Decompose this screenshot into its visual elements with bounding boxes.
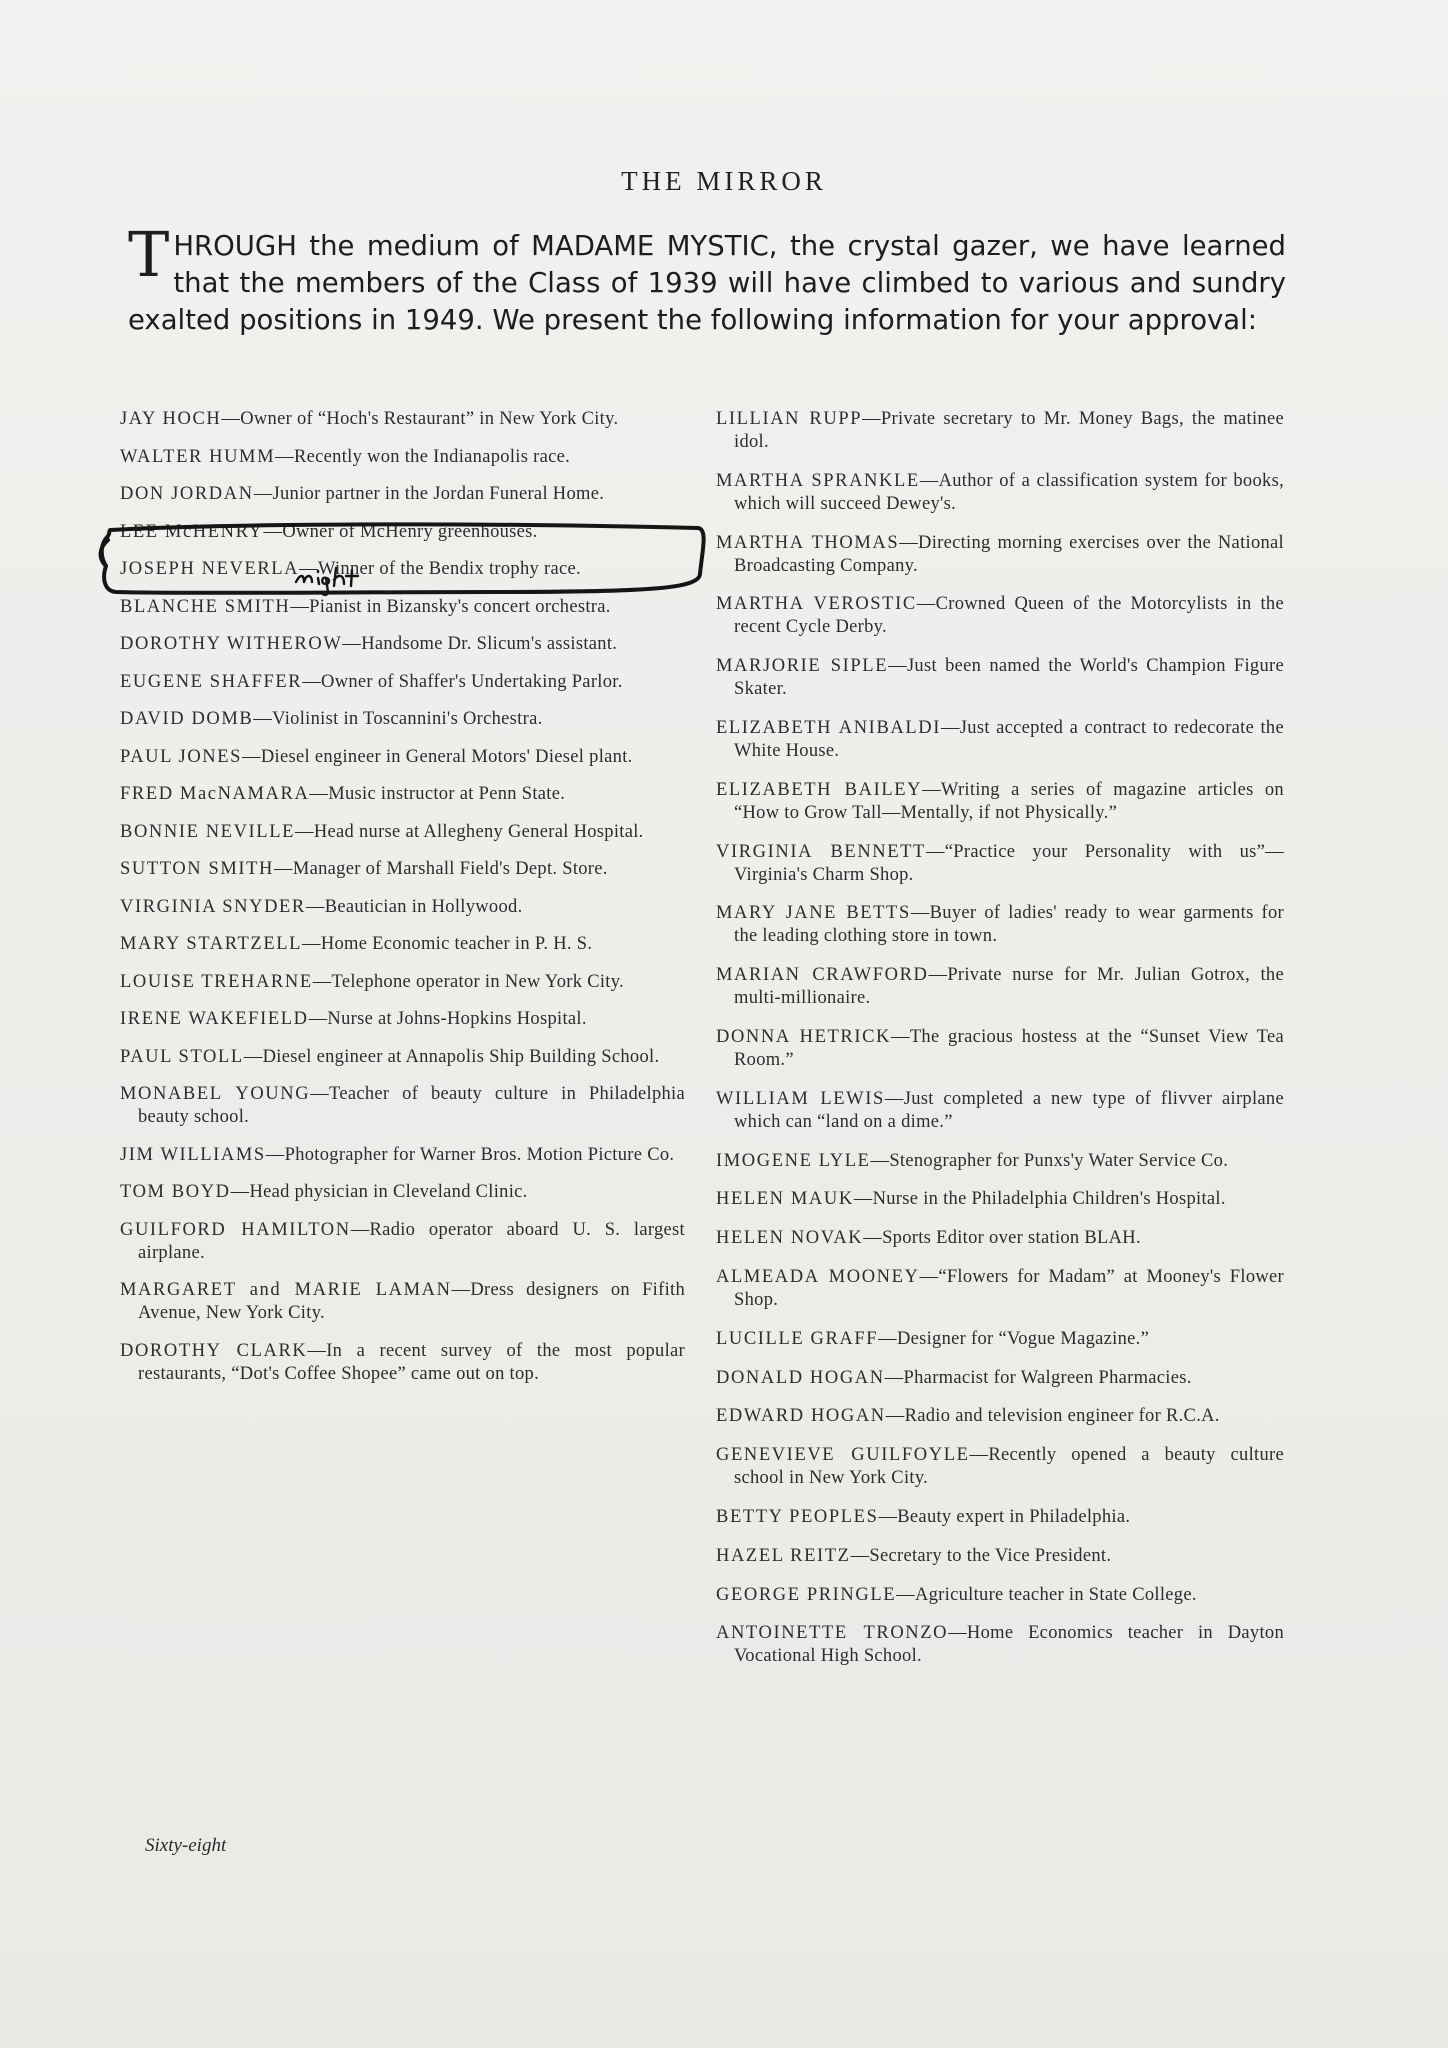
intro-text: HROUGH the medium of MADAME MYSTIC, the crystal gazer, we have learned that the members of the Class of 1939 will have climbed to various and sundry exalted positions in 1949. We present the following information for your approval:: [128, 230, 1286, 336]
entry-dash: —: [922, 779, 941, 800]
entry-name: LEE McHENRY: [120, 521, 264, 542]
entry-name: IMOGENE LYLE: [716, 1150, 871, 1171]
entry-dash: —: [919, 470, 939, 491]
entry-text: Head physician in Cleveland Clinic.: [249, 1182, 528, 1202]
entry-dash: —: [919, 1266, 939, 1287]
entry-name: MARTHA VEROSTIC: [716, 594, 917, 615]
entry: [120, 821, 685, 844]
entry: [120, 1219, 685, 1265]
entry: [716, 1405, 1284, 1428]
entry-text: Photographer for Warner Bros. Motion Picture Co.: [284, 1144, 675, 1165]
entry: [716, 655, 1284, 701]
entry-name: EDWARD HOGAN: [716, 1406, 886, 1427]
entry-text: Home Economics teacher in Dayton Vocational High School.: [734, 1623, 1284, 1667]
entry: [716, 1328, 1284, 1351]
entry-name: MARTHA SPRANKLE: [716, 470, 920, 491]
entry-dash: —: [850, 1545, 870, 1566]
entry-name: GEORGE PRINGLE: [716, 1584, 897, 1605]
entry: [120, 1008, 685, 1031]
entry: [120, 446, 685, 469]
entry-name: FRED MacNAMARA: [120, 784, 310, 804]
entry-text: Stenographer for Punxs'y Water Service Co.: [889, 1150, 1229, 1171]
entry-name: LUCILLE GRAFF: [716, 1328, 879, 1349]
entry-dash: —: [899, 532, 919, 553]
entry-dash: —: [350, 1219, 370, 1240]
entry-dash: —: [253, 484, 273, 504]
entry-text: “Flowers for Madam” at Mooney's Flower Shop.: [734, 1266, 1284, 1310]
entry-text: Violinist in Toscannini's Orchestra.: [272, 709, 543, 729]
entry-text: Owner of “Hoch's Restaurant” in New York City.: [240, 409, 619, 429]
entry: [120, 633, 685, 656]
entry-dash: —: [940, 717, 960, 738]
entry-name: ANTOINETTE TRONZO: [716, 1623, 949, 1644]
entry: [120, 1279, 685, 1325]
entry: [716, 1622, 1284, 1668]
entry-dash: —: [896, 1584, 915, 1605]
entry-dash: —: [891, 1026, 910, 1047]
entry-name: JAY HOCH: [120, 409, 222, 429]
entry: [716, 532, 1284, 578]
entry-name: DON JORDAN: [120, 484, 254, 504]
entry-text: Dress designers on Fifith Avenue, New York City.: [138, 1280, 685, 1323]
entry-text: Just accepted a contract to redecorate the White House.: [734, 717, 1284, 761]
entry-dash: —: [916, 594, 936, 615]
entry-name: BETTY PEOPLES: [716, 1506, 879, 1527]
entry-dash: —: [253, 709, 273, 729]
entry-dash: —: [274, 859, 293, 879]
entry-dash: —: [885, 1406, 905, 1427]
entry-dash: —: [242, 746, 261, 767]
entry-dash: —: [305, 896, 325, 917]
entry: [716, 1026, 1284, 1072]
entry-text: Pharmacist for Walgreen Pharmacies.: [903, 1367, 1192, 1388]
entry: [716, 470, 1284, 516]
entry-dash: —: [884, 1367, 904, 1388]
entry-dash: —: [853, 1189, 873, 1210]
entry-name: ELIZABETH BAILEY: [716, 779, 923, 800]
entry-dash: —: [307, 1340, 327, 1361]
entry-text: Diesel engineer in General Motors' Diesel plant.: [260, 746, 633, 767]
entry-text: Radio operator aboard U. S. largest airplane.: [138, 1219, 685, 1263]
entry: [716, 1584, 1284, 1607]
entry-text: The gracious hostess at the “Sunset View Tea Room.”: [734, 1026, 1284, 1070]
entry: [716, 1506, 1284, 1529]
intro-paragraph: [128, 218, 1286, 339]
entry-name: WALTER HUMM: [120, 446, 276, 467]
entry-dash: —: [969, 1445, 989, 1466]
entry: [120, 1046, 685, 1069]
entry-dash: —: [309, 784, 329, 804]
entry-name: PAUL JONES: [120, 746, 243, 767]
entry-text: Winner of the Bendix trophy race.: [317, 559, 581, 579]
entry-text: Writing a series of magazine articles on “How to Grow Tall—Mentally, if not Physically.”: [734, 779, 1284, 823]
entry: [120, 1083, 685, 1129]
entry-text: Pianist in Bizansky's concert orchestra.: [309, 596, 611, 617]
entry-dash: —: [312, 971, 332, 992]
entry-text: Head nurse at Allegheny General Hospital.: [313, 821, 644, 842]
entry: [120, 1340, 685, 1386]
entry-dash: —: [221, 409, 241, 429]
entry: [716, 717, 1284, 763]
entry-dash: —: [884, 1088, 904, 1109]
entry: [120, 483, 685, 506]
entry-name: IRENE WAKEFIELD: [120, 1009, 309, 1029]
entry-name: MONABEL YOUNG: [120, 1084, 311, 1104]
entry-name: HELEN MAUK: [716, 1189, 854, 1210]
entry-name: BONNIE NEVILLE: [120, 821, 295, 842]
entry: [716, 1367, 1284, 1390]
entry-name: SUTTON SMITH: [120, 859, 275, 879]
entry-dash: —: [342, 634, 362, 654]
entry: [716, 1444, 1284, 1490]
entry-name: PAUL STOLL: [120, 1046, 244, 1067]
entry-text: Crowned Queen of the Motorcylists in the recent Cycle Derby.: [734, 594, 1284, 638]
entry: [120, 521, 685, 544]
entry: [716, 841, 1284, 887]
entry-text: Secretary to the Vice President.: [869, 1545, 1112, 1566]
entry: [716, 964, 1284, 1010]
entry-dash: —: [302, 671, 322, 692]
entry-name: LOUISE TREHARNE: [120, 971, 313, 992]
entry-text: “Practice your Personality with us”—Virginia's Charm Shop.: [734, 841, 1284, 885]
intro-dropcap: T: [128, 218, 170, 291]
entry-name: JIM WILLIAMS: [120, 1144, 266, 1165]
entry-dash: —: [295, 821, 314, 842]
entry-dash: —: [299, 559, 318, 579]
entry-name: LILLIAN RUPP: [716, 409, 863, 429]
entry-text: Junior partner in the Jordan Funeral Home.: [272, 484, 605, 504]
entry-text: Nurse in the Philadelphia Children's Hospital.: [872, 1189, 1226, 1210]
entry-dash: —: [910, 903, 930, 924]
entry: [120, 408, 685, 431]
page-title: THE MIRROR: [621, 166, 827, 196]
entry-text: Directing morning exercises over the National Broadcasting Company.: [734, 532, 1284, 576]
entry: [120, 596, 685, 619]
entry: [716, 1088, 1284, 1134]
entry: [120, 708, 685, 731]
entry-text: Telephone operator in New York City.: [331, 971, 624, 992]
entry-text: Nurse at Johns-Hopkins Hospital.: [327, 1009, 587, 1029]
entry-name: HELEN NOVAK: [716, 1228, 864, 1249]
entry: [120, 1181, 685, 1204]
entry-dash: —: [265, 1144, 285, 1165]
entry-name: JOSEPH NEVERLA: [120, 559, 300, 579]
entry-text: Manager of Marshall Field's Dept. Store.: [292, 859, 608, 879]
entry-dash: —: [878, 1328, 897, 1349]
entry-dash: —: [275, 446, 294, 467]
entry-name: MARTHA THOMAS: [716, 532, 900, 553]
entry-text: Buyer of ladies' ready to wear garments for the leading clothing store in town.: [734, 903, 1284, 947]
entry-dash: —: [888, 656, 907, 677]
entry-text: Home Economic teacher in P. H. S.: [320, 934, 593, 954]
entry-name: ALMEADA MOONEY: [716, 1266, 920, 1287]
entry-text: Handsome Dr. Slicum's assistant.: [361, 634, 618, 654]
entry-text: Just completed a new type of flivver airplane which can “land on a dime.”: [734, 1088, 1284, 1132]
entry-name: MARY JANE BETTS: [716, 903, 911, 924]
entry-name: WILLIAM LEWIS: [716, 1088, 885, 1109]
entry-name: VIRGINIA BENNETT: [716, 841, 926, 862]
entry: [120, 971, 685, 994]
right-column: [716, 408, 1284, 1684]
entry: [120, 896, 685, 919]
entry-name: DOROTHY CLARK: [120, 1340, 308, 1361]
entry-dash: —: [878, 1506, 898, 1527]
entry-text: Private secretary to Mr. Money Bags, the matinee idol.: [734, 409, 1285, 452]
entry: [716, 1188, 1284, 1211]
entry: [716, 779, 1284, 825]
entry-dash: —: [302, 934, 321, 954]
entry-name: ELIZABETH ANIBALDI: [716, 717, 941, 738]
entry-name: HAZEL REITZ: [716, 1545, 851, 1566]
entry: [716, 1227, 1284, 1250]
entry-text: Diesel engineer at Annapolis Ship Building School.: [262, 1046, 660, 1067]
entry-text: Music instructor at Penn State.: [328, 784, 566, 804]
entry-dash: —: [928, 965, 948, 986]
left-column: [120, 408, 685, 1400]
entry-dash: —: [310, 1084, 330, 1104]
entry-name: MARJORIE SIPLE: [716, 656, 889, 677]
entry-text: Designer for “Vogue Magazine.”: [896, 1328, 1150, 1349]
entry-name: DONNA HETRICK: [716, 1026, 892, 1047]
entry-text: Teacher of beauty culture in Philadelphia beauty school.: [138, 1084, 685, 1127]
entry-name: VIRGINIA SNYDER: [120, 896, 306, 917]
entry: [120, 858, 685, 881]
entry: [716, 1150, 1284, 1173]
entry-text: Author of a classification system for books, which will succeed Dewey's.: [734, 470, 1285, 514]
entry-text: Owner of McHenry greenhouses.: [282, 521, 538, 542]
entry: [716, 1266, 1284, 1312]
entry-name: BLANCHE SMITH: [120, 596, 291, 617]
entry-text: Radio and television engineer for R.C.A.: [904, 1406, 1220, 1427]
entry: [120, 1144, 685, 1167]
entry-text: Beautician in Hollywood.: [324, 896, 523, 917]
entry-dash: —: [308, 1009, 328, 1029]
entry: [716, 902, 1284, 948]
entry-dash: —: [451, 1280, 471, 1300]
entry-dash: —: [948, 1623, 967, 1644]
entry-text: Sports Editor over station BLAH.: [882, 1228, 1141, 1249]
entry-dash: —: [290, 596, 310, 617]
entry: [120, 746, 685, 769]
entry-text: Beauty expert in Philadelphia.: [897, 1506, 1131, 1527]
entry-dash: —: [243, 1046, 263, 1067]
entry-text: Recently opened a beauty culture school in New York City.: [734, 1445, 1284, 1489]
entry-name: DAVID DOMB: [120, 709, 254, 729]
entry: [120, 933, 685, 956]
entry-name: DONALD HOGAN: [716, 1367, 885, 1388]
entry-name: MARGARET and MARIE LAMAN: [120, 1280, 452, 1300]
entry-text: Recently won the Indianapolis race.: [293, 446, 571, 467]
entry-name: GENEVIEVE GUILFOYLE: [716, 1445, 970, 1466]
entry-text: Just been named the World's Champion Figure Skater.: [734, 656, 1285, 700]
entry-dash: —: [230, 1182, 250, 1202]
entry-dash: —: [862, 409, 881, 429]
entry-name: TOM BOYD: [120, 1182, 231, 1202]
entry: [120, 671, 685, 694]
entry-name: MARY STARTZELL: [120, 934, 303, 954]
entry-dash: —: [863, 1228, 883, 1249]
entry-text: Agriculture teacher in State College.: [914, 1584, 1197, 1605]
entry: [120, 783, 685, 806]
entry-dash: —: [925, 841, 945, 862]
entry-name: EUGENE SHAFFER: [120, 671, 303, 692]
entry-text: In a recent survey of the most popular restaurants, “Dot's Coffee Shopee” came out on top.: [138, 1340, 685, 1384]
entry-text: Owner of Shaffer's Undertaking Parlor.: [321, 671, 623, 692]
entry-text: Private nurse for Mr. Julian Gotrox, the multi-millionaire.: [734, 965, 1284, 1009]
entry: [120, 558, 685, 581]
entry: [716, 593, 1284, 639]
entry-name: DOROTHY WITHEROW: [120, 634, 343, 654]
entry-dash: —: [870, 1150, 890, 1171]
entry: [716, 1545, 1284, 1568]
page-number: Sixty-eight: [145, 1835, 227, 1856]
entry: [716, 408, 1284, 454]
entry-dash: —: [263, 521, 283, 542]
entry-name: MARIAN CRAWFORD: [716, 965, 929, 986]
entry-name: GUILFORD HAMILTON: [120, 1219, 351, 1240]
